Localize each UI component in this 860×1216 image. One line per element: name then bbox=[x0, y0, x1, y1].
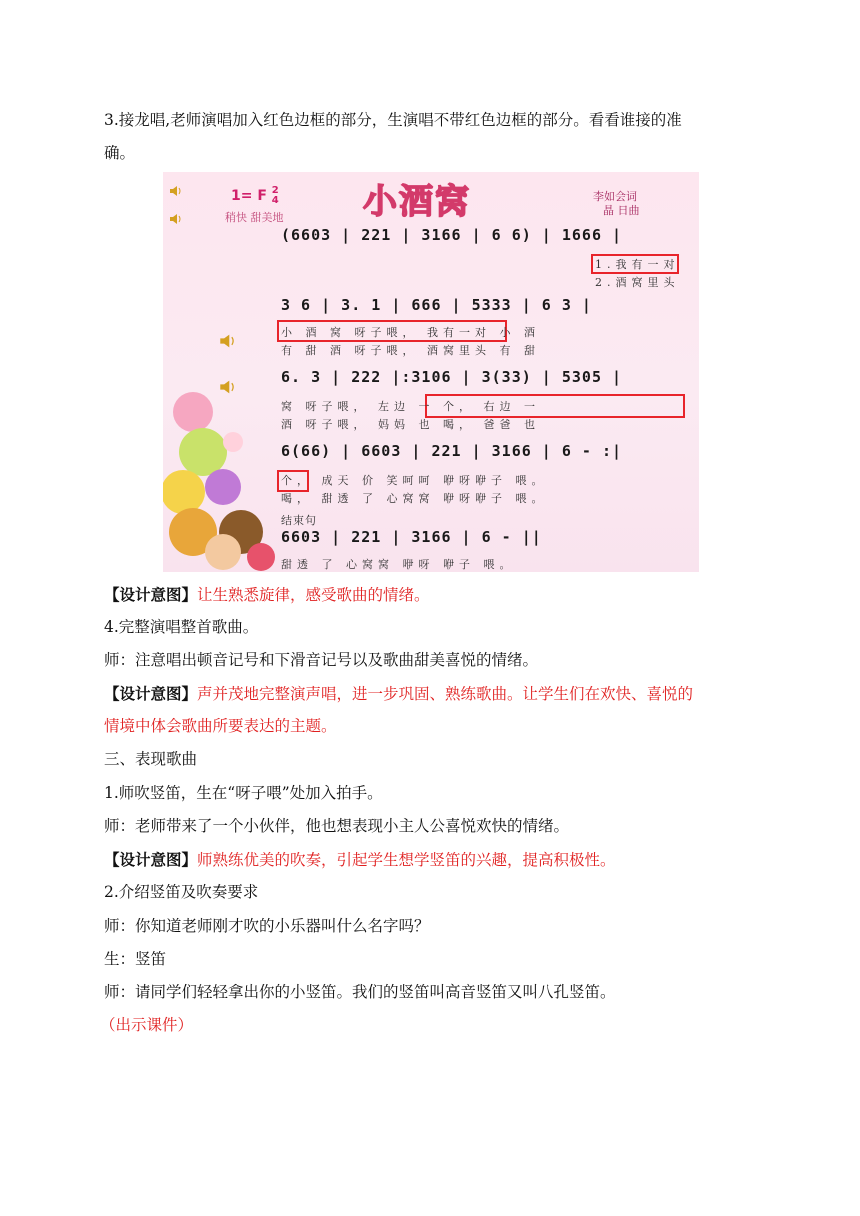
speaker-icon[interactable] bbox=[169, 184, 183, 198]
lyricist: 李如会词 bbox=[593, 190, 637, 203]
lyric-1b: 2.酒窝里头 bbox=[595, 276, 680, 289]
song-title: 小酒窝 bbox=[363, 182, 471, 222]
teacher-question: 师：你知道老师刚才吹的小乐器叫什么名字吗？ bbox=[104, 917, 430, 935]
score-row-5: 6603 | 221 | 3166 | 6 - || bbox=[281, 528, 542, 546]
score-row-4: 6(66) | 6603 | 221 | 3166 | 6 - :| bbox=[281, 442, 623, 460]
composer: 晶 日曲 bbox=[603, 204, 640, 217]
intro-line-2: 确。 bbox=[104, 144, 136, 162]
step-2: 2.介绍竖笛及吹奏要求 bbox=[104, 883, 259, 901]
design-intent-2: 【设计意图】声并茂地完整演声唱，进一步巩固、熟练歌曲。让学生们在欢快、喜悦的 bbox=[104, 684, 694, 703]
teacher-line-1: 师：注意唱出顿音记号和下滑音记号以及歌曲甜美喜悦的情绪。 bbox=[104, 651, 539, 669]
children-illustration bbox=[163, 382, 293, 572]
intro-line-1: 3.接龙唱,老师演唱加入红色边框的部分，生演唱不带红色边框的部分。看看谁接的准 bbox=[104, 111, 682, 129]
speaker-icon[interactable] bbox=[219, 332, 237, 350]
teacher-line-2: 师：老师带来了一个小伙伴，他也想表现小主人公喜悦欢快的情绪。 bbox=[104, 817, 570, 835]
ending-label: 结束句 bbox=[281, 514, 317, 527]
design-intent-1: 【设计意图】让生熟悉旋律，感受歌曲的情绪。 bbox=[104, 585, 430, 604]
key-signature: 1= F 2 4 bbox=[231, 185, 279, 206]
section-heading: 三、表现歌曲 bbox=[104, 750, 198, 768]
speaker-icon[interactable] bbox=[169, 212, 183, 226]
lyric-3b: 酒 呀子喂， 妈妈 也 喝， 爸爸 也 bbox=[281, 418, 540, 431]
score-row-2: 3 6 | 3. 1 | 666 | 5333 | 6 3 | bbox=[281, 296, 592, 314]
design-intent-3: 【设计意图】师熟练优美的吹奏，引起学生想学竖笛的兴趣，提高积极性。 bbox=[104, 850, 616, 869]
lyric-5: 甜透 了 心窝窝 咿呀 咿子 喂。 bbox=[281, 558, 516, 571]
lyric-2b: 有 甜 酒 呀子喂， 酒窝里头 有 甜 bbox=[281, 344, 540, 357]
lyric-4b: 喝， 甜透 了 心窝窝 咿呀咿子 喂。 bbox=[281, 492, 548, 505]
score-row-1: (6603 | 221 | 3166 | 6 6) | 1666 | bbox=[281, 226, 623, 244]
score-row-3: 6. 3 | 222 |:3106 | 3(33) | 5305 | bbox=[281, 368, 623, 386]
lyric-1a: 1.我有一对 bbox=[595, 258, 680, 271]
show-courseware: （出示课件） bbox=[100, 1016, 194, 1034]
teacher-line-3: 师：请同学们轻轻拿出你的小竖笛。我们的竖笛叫高音竖笛又叫八孔竖笛。 bbox=[104, 983, 616, 1001]
step-1: 1.师吹竖笛，生在“呀子喂”处加入拍手。 bbox=[104, 784, 383, 802]
time-top: 2 bbox=[271, 185, 279, 196]
song-score-image bbox=[163, 172, 699, 572]
student-answer: 生：竖笛 bbox=[104, 950, 167, 968]
lyric-4a: 个， 成天 价 笑呵呵 咿呀咿子 喂。 bbox=[281, 474, 548, 487]
step-4: 4.完整演唱整首歌曲。 bbox=[104, 618, 259, 636]
design-intent-2-cont: 情境中体会歌曲所要表达的主题。 bbox=[104, 717, 337, 735]
tempo-marking: 稍快 甜美地 bbox=[225, 211, 284, 224]
time-bottom: 4 bbox=[271, 195, 279, 206]
lyric-2a: 小 酒 窝 呀子喂， 我有一对 小 酒 bbox=[281, 326, 540, 339]
lyric-3a: 窝 呀子喂， 左边 一 个， 右边 一 bbox=[281, 400, 540, 413]
